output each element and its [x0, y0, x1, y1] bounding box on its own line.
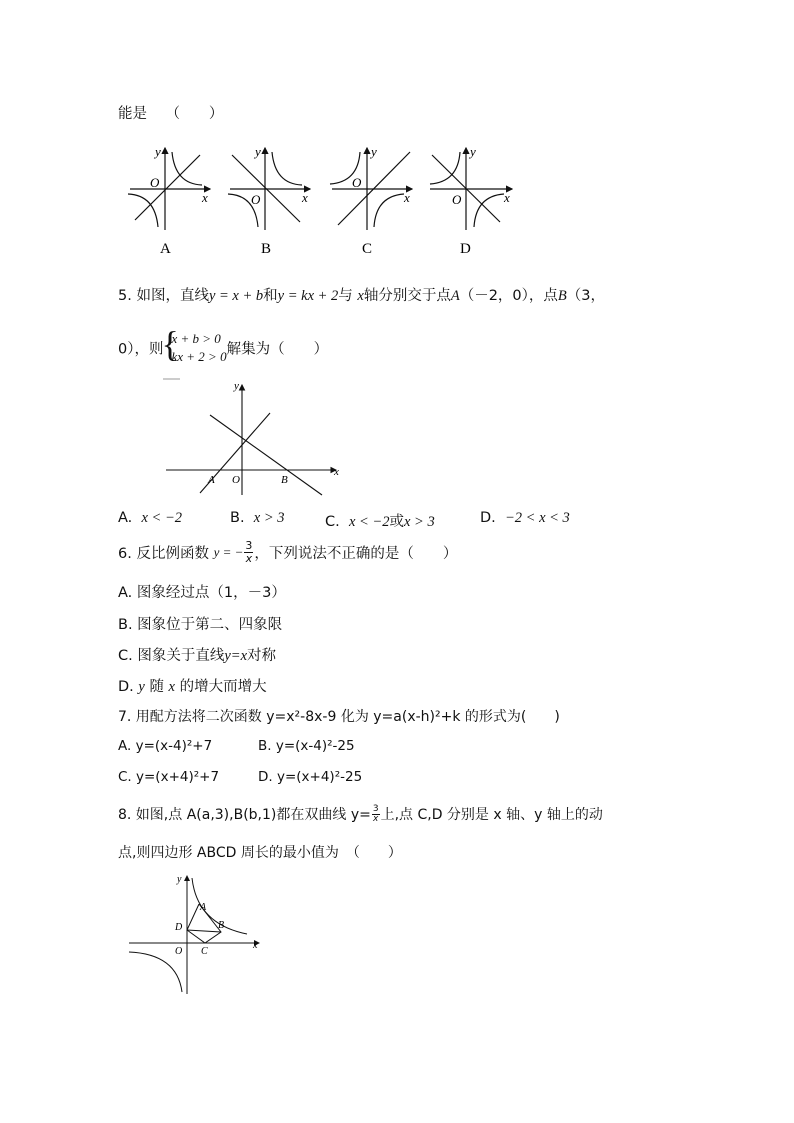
q4-stem: 能是 （ ） — [118, 106, 224, 122]
q6-option-d: D. y 随 x 的增大而增大 — [118, 679, 267, 695]
q8-y-label: y — [177, 874, 182, 885]
q4-graph-d-o: O — [452, 192, 462, 207]
q7-option-d: D. y=(x+4)²-25 — [258, 769, 363, 785]
q8-d-label: D — [175, 922, 183, 933]
q6-option-a: A. 图象经过点（1，－3） — [118, 585, 286, 601]
q6-option-c: C. 图象关于直线y=x对称 — [118, 648, 276, 664]
q5-choice-b: B. x > 3 — [230, 510, 285, 526]
q7-stem: 7. 用配方法将二次函数 y=x²-8x-9 化为 y=a(x-h)²+k 的形式为( ) — [118, 709, 560, 725]
q5-b-label: B — [281, 474, 288, 486]
q5-o-label: O — [232, 474, 240, 486]
q8-c-label: C — [201, 946, 208, 957]
q4-graph-c-x: x — [404, 190, 410, 205]
q8-b-label: B — [218, 920, 225, 931]
q4-option-c-label: C — [362, 241, 373, 257]
q4-graph-a-x: x — [202, 190, 208, 205]
q7-option-b: B. y=(x-4)²-25 — [258, 738, 355, 754]
q8-o-label: O — [175, 946, 183, 957]
q4-graph-b-o: O — [251, 192, 261, 207]
q8-hyperbola-q3 — [129, 952, 182, 992]
q5-y-label: y — [234, 380, 239, 392]
q8-stem-line2: 点,则四边形 ABCD 周长的最小值为 （ ） — [118, 845, 402, 861]
q5-choice-a: A. x < −2 — [118, 510, 183, 526]
q4-option-graphs — [120, 140, 540, 270]
q5-graph — [160, 375, 360, 500]
q6-stem: 6. 反比例函数 y = − $\frac{3}{x}$ ，下列说法不正确的是（ ） — [118, 539, 458, 565]
q5-stem-line1: 5. 如图，直线y = x + b和y = kx + 2与 x轴分别交于点A（－2，0），点B（3， — [118, 288, 605, 304]
q5-choice-c: C. x < −2或x > 3 — [325, 514, 435, 530]
q4-graph-d — [430, 148, 512, 230]
q4-graph-d-y: y — [470, 144, 476, 159]
q4-graph-a — [128, 148, 210, 230]
q7-option-c: C. y=(x+4)²+7 — [118, 769, 220, 785]
q6-option-b: B. 图象位于第二、四象限 — [118, 617, 283, 633]
q4-graph-b-y: y — [255, 144, 261, 159]
q7-option-a: A. y=(x-4)²+7 — [118, 738, 213, 754]
q8-stem-line1: 8. 如图,点 A(a,3),B(b,1)都在双曲线 y= $\frac{3}{x}$ 上,点 C,D 分别是 x 轴、y 轴上的动 — [118, 803, 603, 824]
q4-graph-a-o: O — [150, 175, 160, 190]
q4-option-b-label: B — [261, 241, 272, 257]
q8-a-label: A — [200, 902, 207, 913]
q5-choice-d: D. −2 < x < 3 — [480, 510, 570, 526]
q8-x-label: x — [253, 940, 258, 951]
q8-graph — [125, 872, 265, 997]
q4-graph-b — [228, 148, 310, 230]
q4-option-d-label: D — [460, 241, 471, 257]
q4-graph-c-y: y — [371, 144, 377, 159]
q6-fraction: $\frac{3}{x}$ — [245, 539, 253, 565]
q4-graph-b-x: x — [302, 190, 308, 205]
q5-a-label: A — [208, 474, 215, 486]
q4-option-a-label: A — [160, 241, 171, 257]
q5-inequality-system: { x + b > 0 kx + 2 > 0 — [161, 324, 227, 364]
q4-graph-a-y: y — [155, 144, 161, 159]
q5-stem-line2: 0），则 { x + b > 0 kx + 2 > 0 解集为（ ） — [118, 324, 329, 364]
q4-graph-c-o: O — [352, 175, 362, 190]
q4-graph-c — [330, 148, 412, 230]
q5-x-label: x — [334, 466, 339, 478]
q8-fraction: $\frac{3}{x}$ — [372, 803, 379, 824]
q8-guide-line — [187, 930, 221, 932]
q4-graph-d-x: x — [504, 190, 510, 205]
q5-line-y-kx-plus-2 — [210, 415, 322, 495]
